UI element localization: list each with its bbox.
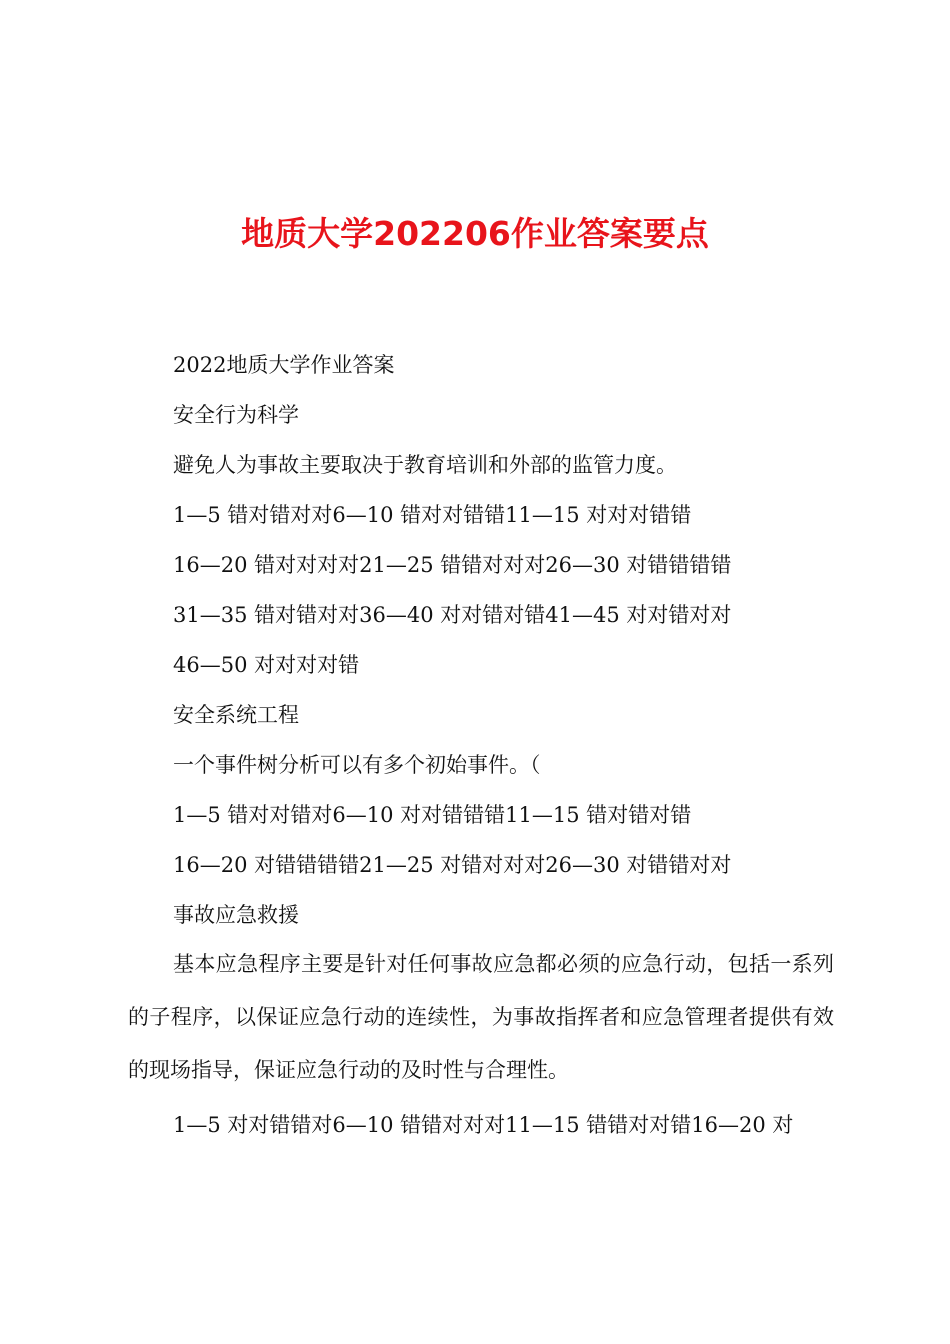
section-heading: 安全行为科学 [173,403,299,427]
section-heading: 事故应急救援 [173,903,299,927]
answer-line: 1—5 错对错对对6—10 错对对错错11—15 对对对错错 [173,503,692,527]
document-title: 地质大学202206作业答案要点 [241,214,709,253]
answer-line: 1—5 对对错错对6—10 错错对对对11—15 错错对对错16—20 对 [173,1113,794,1137]
answer-line: 46—50 对对对对错 [173,653,360,677]
answer-line: 31—35 错对错对对36—40 对对错对错41—45 对对错对对 [173,603,732,627]
section-heading: 安全系统工程 [173,703,299,727]
answer-line: 1—5 错对对错对6—10 对对错错错11—15 错对错对错 [173,803,692,827]
text-line: 避免人为事故主要取决于教育培训和外部的监管力度。 [173,453,677,477]
answer-line: 16—20 对错错错错21—25 对错对对对26—30 对错错对对 [173,853,732,877]
text-line: 一个事件树分析可以有多个初始事件。（ [173,753,541,777]
answer-line: 16—20 错对对对对21—25 错错对对对26—30 对错错错错 [173,553,732,577]
body-paragraph: 基本应急程序主要是针对任何事故应急都必须的应急行动，包括一系列的子程序，以保证应急行动的连续性，为事故指挥者和应急管理者提供有效的现场指导，保证应急行动的及时性与合理性。 [128,952,834,1082]
text-line: 2022地质大学作业答案 [173,353,395,377]
document-body [128,340,834,1150]
